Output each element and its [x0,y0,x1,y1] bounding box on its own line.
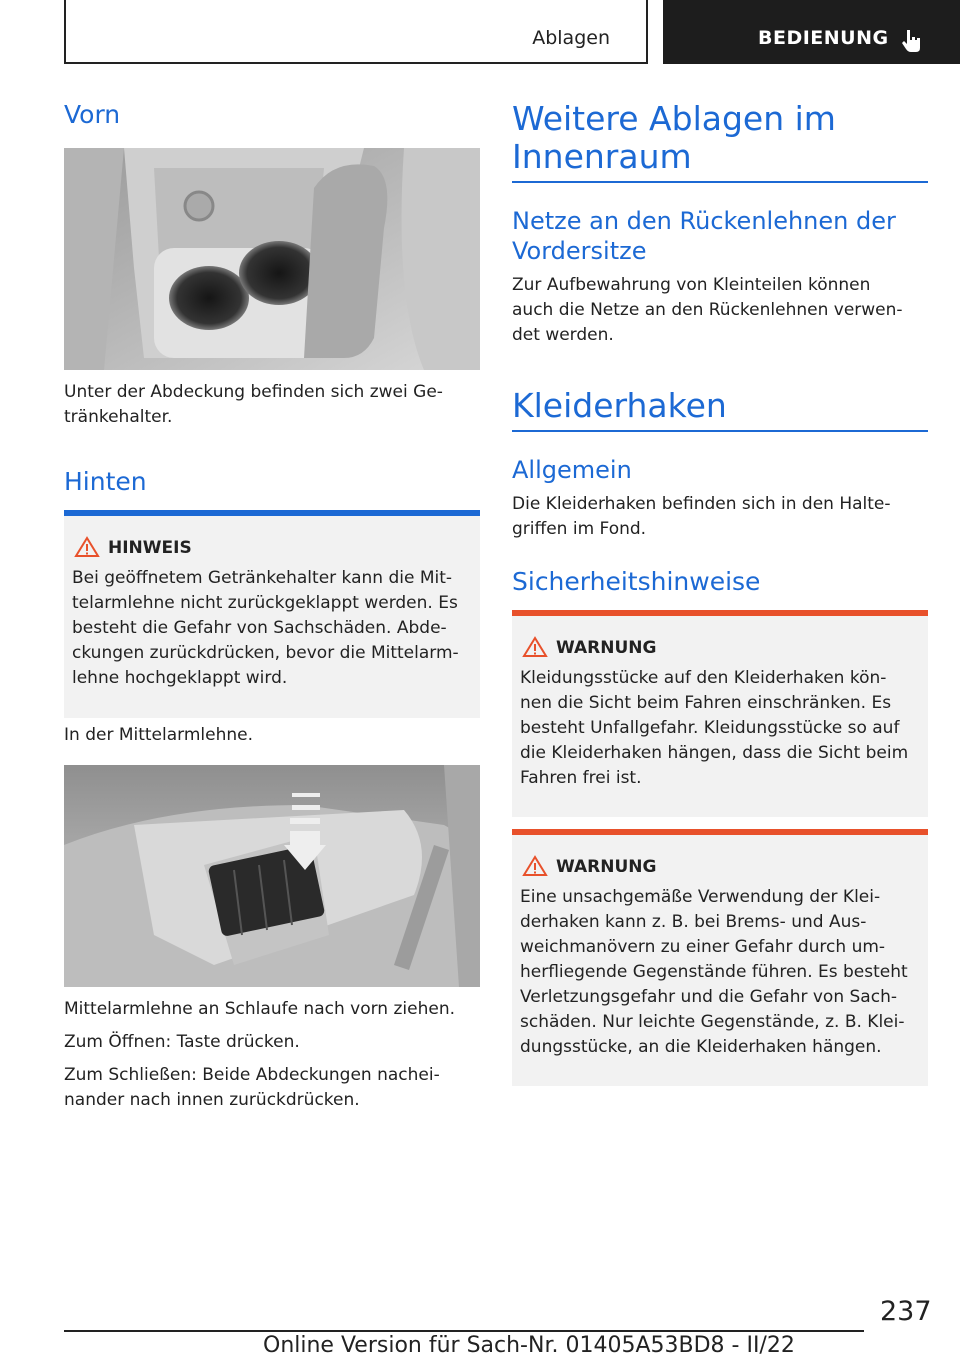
notice-bar [64,510,480,516]
warning-bar [512,829,928,835]
heading-sicherheitshinweise: Sicherheitshinweise [512,567,761,596]
warning-title: WARNUNG [556,638,657,658]
text-schliessen: Zum Schließen: Beide Abdeckungen nachei- nander nach innen zurückdrücken. [64,1065,440,1110]
pointing-hand-icon [899,28,925,54]
text-vorn: Unter der Abdeckung befinden sich zwei Ge- tränkehalter. [64,382,443,427]
heading-allgemein: Allgemein [512,456,632,484]
warning-triangle-icon [522,636,548,658]
heading-weitere-ablagen: Weitere Ablagen im Innenraum [512,99,836,176]
warning-triangle-icon [522,855,548,877]
warning-text: Kleidungsstücke auf den Kleiderhaken kön- nen die Sicht beim Fahren einschränken. Es besteht Unfallgefahr. Kleidungsstücke so auf die Kleiderhaken hängen, dass die Sicht beim Fahren frei ist. [520,668,909,788]
heading-hinten: Hinten [64,467,147,496]
notice-text: Bei geöffnetem Getränkehalter kann die Mit- telarmlehne nicht zurückgeklappt werden. Es besteht die Gefahr von Sachschäden. Abde- ckungen zurückdrücken, bevor die Mittelarm- lehne hochgeklappt wird. [72,568,459,688]
text-netze: Zur Aufbewahrung von Kleinteilen können auch die Netze an den Rückenlehnen verwen- det werden. [512,275,903,345]
notice-title: HINWEIS [108,538,192,558]
warning-triangle-icon [74,536,100,558]
warning-title: WARNUNG [556,857,657,877]
heading-netze: Netze an den Rückenlehnen der Vordersitze [512,207,896,265]
footer-text: Online Version für Sach-Nr. 01405A53BD8 - II/22 [263,1333,795,1358]
header-chapter-tab [663,0,960,64]
text-oeffnen: Zum Öffnen: Taste drücken. [64,1032,300,1052]
page-number: 237 [880,1296,932,1327]
text-schlaufe: Mittelarmlehne an Schlaufe nach vorn ziehen. [64,999,455,1019]
footer-rule [64,1330,864,1332]
heading-kleiderhaken: Kleiderhaken [512,386,727,425]
warning-2 [512,829,928,1086]
warning-bar [512,610,928,616]
text-allgemein: Die Kleiderhaken befinden sich in den Halte- griffen im Fond. [512,494,891,539]
rule-kleiderhaken [512,430,928,432]
rule-weitere [512,181,928,183]
header-section-box [64,0,648,64]
photo-cupholder [64,148,480,370]
warning-text: Eine unsachgemäße Verwendung der Klei- derhaken kann z. B. bei Brems- und Aus- weichmanövern zu einer Gefahr durch um- herfliegende Gegenstände führen. Es besteht Verletzungsgefahr und die Gefahr von Sach- schäden. Nur leichte Gegenstände, z. B. Klei- dungsstücke, an die Kleiderhaken hängen. [520,887,908,1057]
text-mittelarmlehne: In der Mittelarmlehne. [64,725,254,745]
photo-armrest [64,765,480,987]
header-section-title: Ablagen [532,27,610,49]
notice-hinweis [64,510,480,718]
header-chapter-title: BEDIENUNG [758,27,889,49]
warning-1 [512,610,928,817]
heading-vorn: Vorn [64,100,121,129]
